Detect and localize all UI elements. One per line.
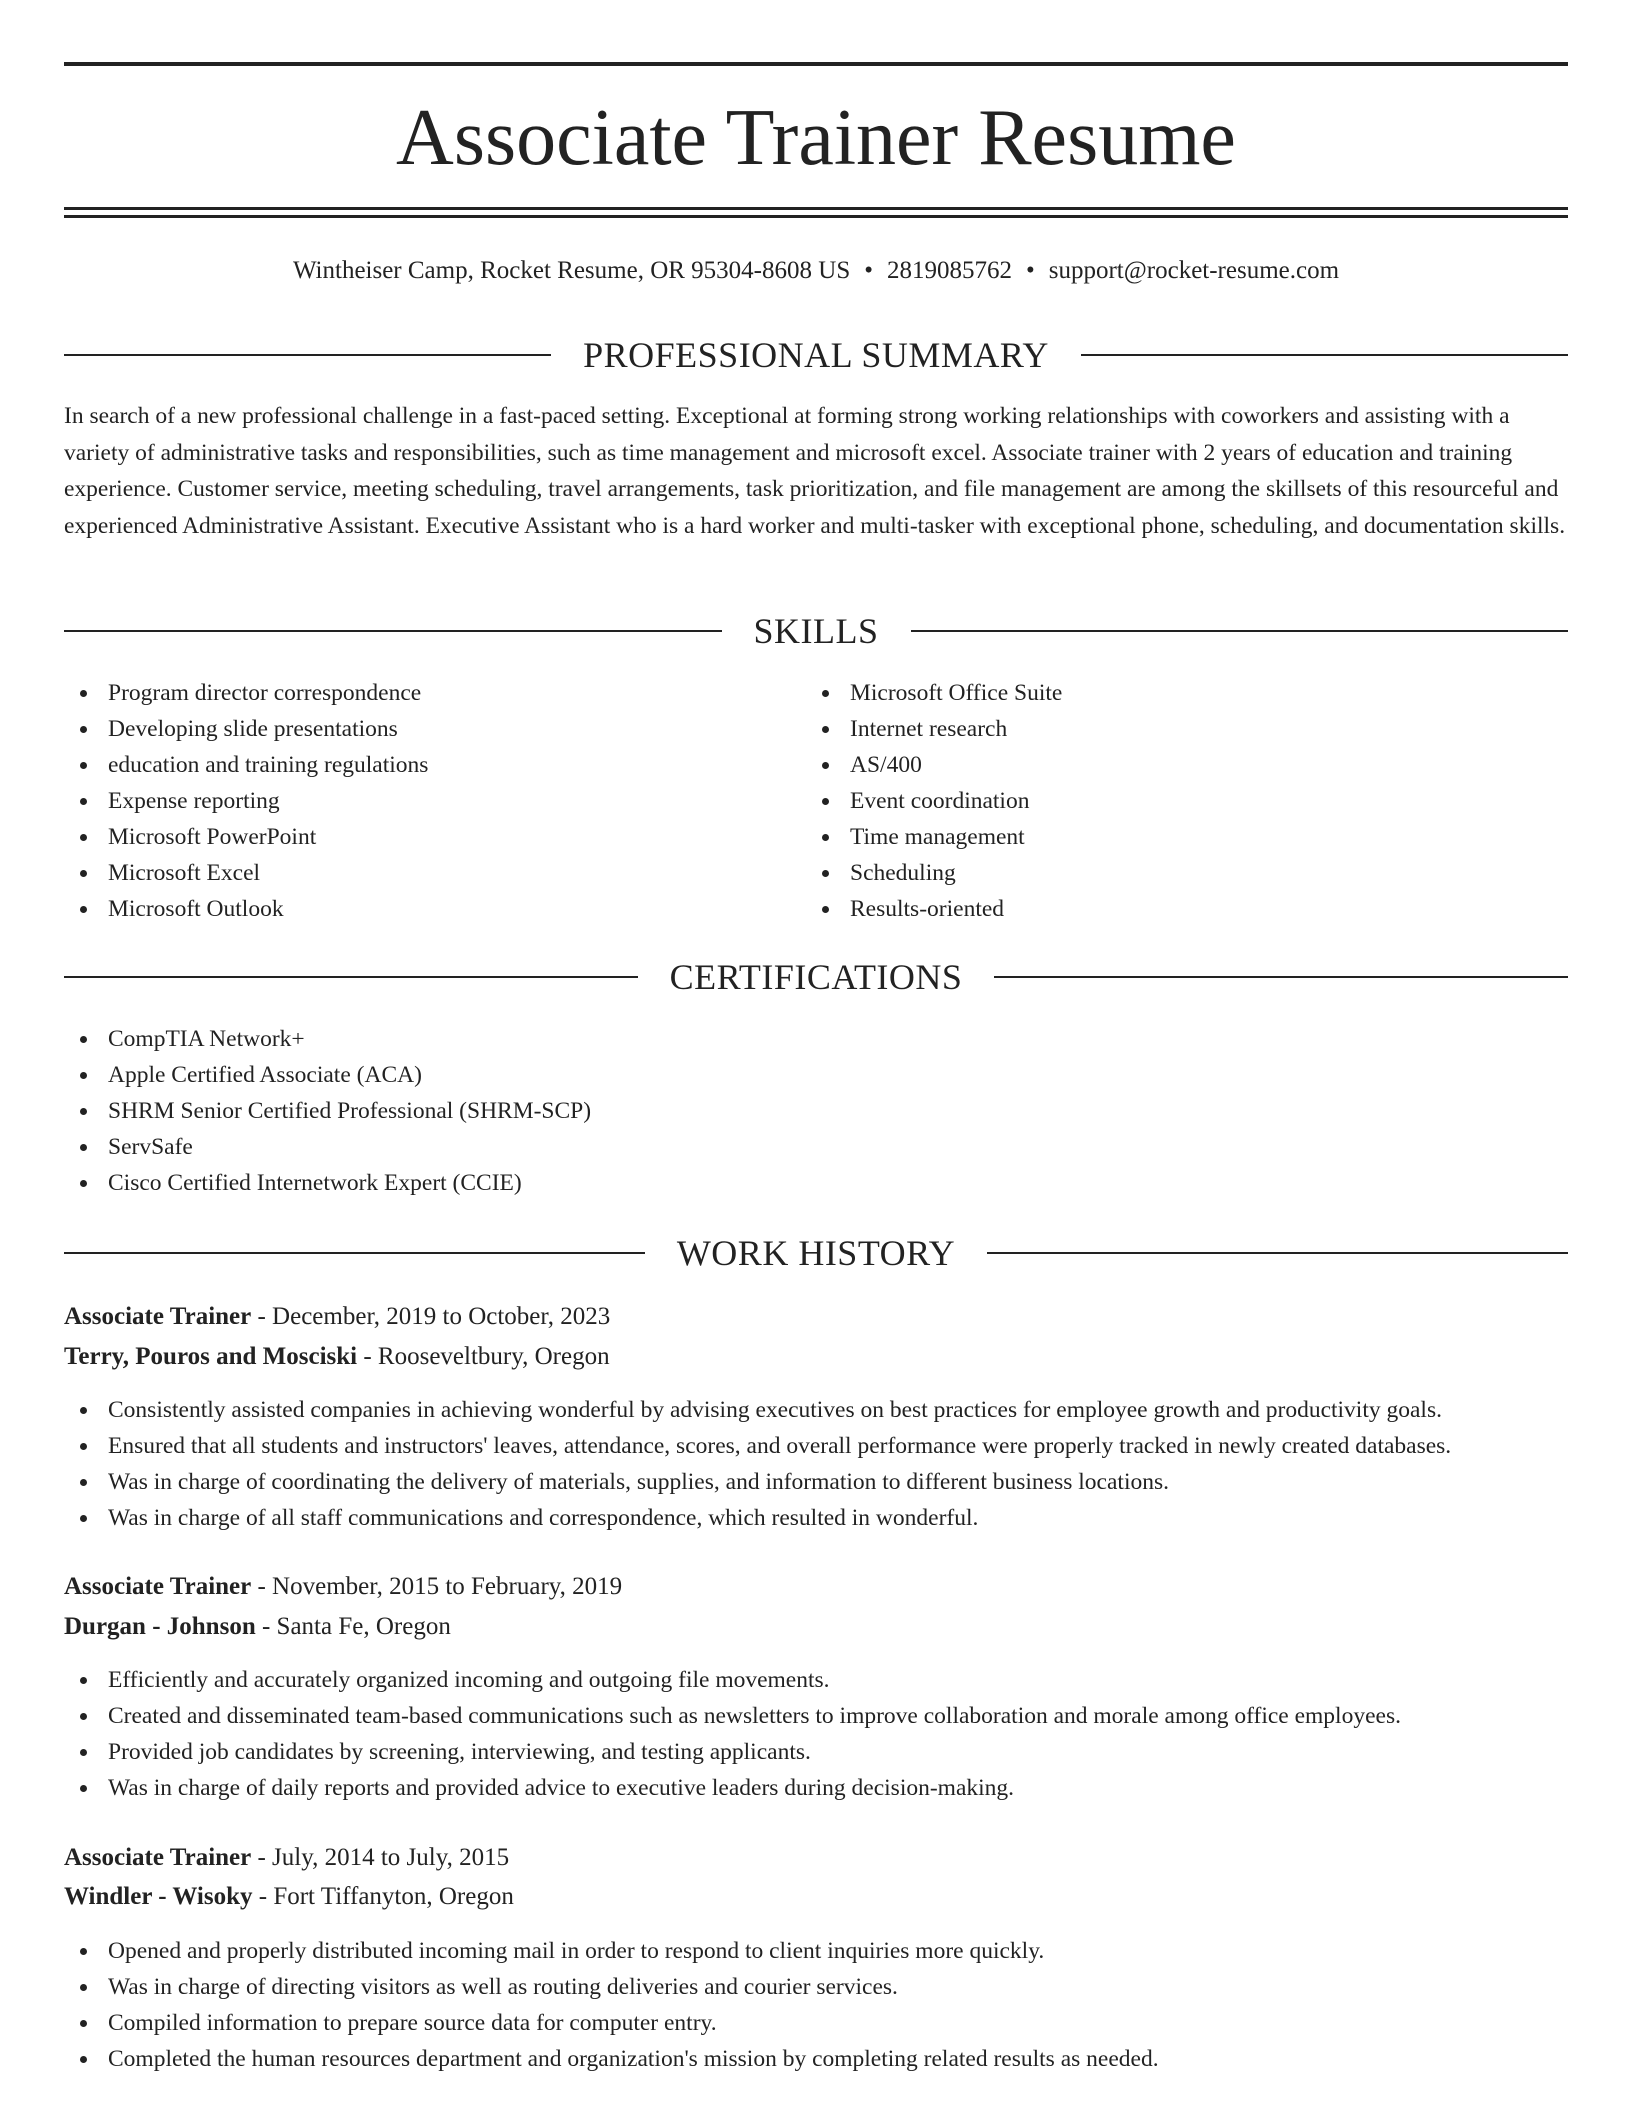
- summary-text: In search of a new professional challenge in a fast-paced setting. Exceptional at forming strong working relationships with coworkers and assisting with a variety of administrative tasks and responsibilities, such as time management and microsoft excel. Associate trainer with 2 years of education and training experience. Customer service, meeting scheduling, travel arrangements, task prioritization, and file management are among the skillsets of this resourceful and experienced Administrative Assistant. Executive Assistant who is a hard worker and multi-tasker with exceptional phone, scheduling, and documentation skills.: [64, 403, 1566, 539]
- certification-item: ServSafe: [64, 1129, 1568, 1165]
- skill-item: Results-oriented: [806, 891, 1546, 927]
- contact-separator: •: [1025, 257, 1035, 284]
- skills-list-right: [806, 675, 1546, 927]
- job-bullet: Created and disseminated team-based communications such as newsletters to improve collaboration and morale among office employees.: [64, 1698, 1568, 1734]
- contact-phone: 2819085762: [886, 257, 1012, 284]
- contact-line: [64, 254, 1568, 288]
- section-rule: [64, 1252, 645, 1254]
- job-bullet: Opened and properly distributed incoming mail in order to respond to client inquiries more quickly.: [64, 1933, 1568, 1969]
- job-bullets-block: [64, 1392, 1568, 1536]
- job-bullets-block: [64, 1662, 1568, 1806]
- job-bullets: [64, 1392, 1568, 1536]
- job-bullets: [64, 1662, 1568, 1806]
- job-dates: - December, 2019 to October, 2023: [251, 1303, 611, 1330]
- section-rule: [64, 976, 638, 978]
- job-bullet: Provided job candidates by screening, interviewing, and testing applicants.: [64, 1734, 1568, 1770]
- job-title-line: [64, 1840, 1568, 1876]
- resume-title: Associate Trainer Resume: [396, 94, 1236, 182]
- job-title-line: [64, 1569, 1568, 1605]
- job-title: Associate Trainer: [64, 1303, 252, 1330]
- job-title: Associate Trainer: [64, 1844, 252, 1871]
- skill-item: Developing slide presentations: [64, 711, 804, 747]
- job-company: Durgan - Johnson: [64, 1613, 256, 1640]
- section-header-summary: [64, 333, 1568, 377]
- job-bullet: Ensured that all students and instructors' leaves, attendance, scores, and overall performance were properly tracked in newly created databases.: [64, 1428, 1568, 1464]
- certification-item: SHRM Senior Certified Professional (SHRM-SCP): [64, 1093, 1568, 1129]
- job-dates: - July, 2014 to July, 2015: [251, 1844, 510, 1871]
- section-header-work-history: [64, 1231, 1568, 1275]
- job-location: - Rooseveltbury, Oregon: [357, 1343, 610, 1370]
- skills-column-right: [806, 675, 1546, 927]
- job-location: - Santa Fe, Oregon: [255, 1613, 451, 1640]
- section-rule: [1081, 354, 1568, 356]
- contact-email: support@rocket-resume.com: [1048, 257, 1340, 284]
- job-bullet: Completed the human resources department and organization's mission by completing related results as needed.: [64, 2041, 1568, 2077]
- skills-column-left: [64, 675, 804, 927]
- contact-separator: •: [864, 257, 873, 284]
- certification-item: Cisco Certified Internetwork Expert (CCIE): [64, 1165, 1568, 1201]
- section-rule: [987, 1252, 1568, 1254]
- section-rule: [994, 976, 1568, 978]
- section-header-certifications: [64, 955, 1568, 999]
- section-title-certifications: CERTIFICATIONS: [669, 957, 963, 997]
- skill-item: Microsoft Office Suite: [806, 675, 1546, 711]
- job-bullet: Was in charge of all staff communications and correspondence, which resulted in wonderful.: [64, 1500, 1568, 1536]
- skill-item: Microsoft PowerPoint: [64, 819, 804, 855]
- contact-address: Wintheiser Camp, Rocket Resume, OR 95304-8608 US: [292, 257, 851, 284]
- job-bullet: Was in charge of daily reports and provided advice to executive leaders during decision-making.: [64, 1770, 1568, 1806]
- skill-item: Time management: [806, 819, 1546, 855]
- certification-item: CompTIA Network+: [64, 1021, 1568, 1057]
- title-double-rule-upper: [64, 207, 1568, 210]
- job-company: Windler - Wisoky: [64, 1883, 253, 1910]
- section-rule: [911, 630, 1569, 632]
- job-bullet: Efficiently and accurately organized incoming and outgoing file movements.: [64, 1662, 1568, 1698]
- job-title: Associate Trainer: [64, 1573, 252, 1600]
- section-rule: [64, 354, 551, 356]
- certification-item: Apple Certified Associate (ACA): [64, 1057, 1568, 1093]
- skills-list-left: [64, 675, 804, 927]
- certifications-block: [64, 1021, 1568, 1201]
- job-company-line: [64, 1609, 1568, 1645]
- skill-item: AS/400: [806, 747, 1546, 783]
- job-bullet: Consistently assisted companies in achieving wonderful by advising executives on best practices for employee growth and productivity goals.: [64, 1392, 1568, 1428]
- job-title-line: [64, 1299, 1568, 1335]
- section-title-skills: SKILLS: [753, 611, 879, 651]
- skill-item: Event coordination: [806, 783, 1546, 819]
- section-header-skills: [64, 609, 1568, 653]
- job-dates: - November, 2015 to February, 2019: [251, 1573, 623, 1600]
- job-bullets-block: [64, 1933, 1568, 2077]
- skill-item: Program director correspondence: [64, 675, 804, 711]
- certifications-list: [64, 1021, 1568, 1201]
- skill-item: Internet research: [806, 711, 1546, 747]
- job-company-line: [64, 1339, 1568, 1375]
- skill-item: Microsoft Outlook: [64, 891, 804, 927]
- skill-item: Microsoft Excel: [64, 855, 804, 891]
- top-rule: [64, 62, 1568, 66]
- job-company-line: [64, 1879, 1568, 1915]
- section-title-summary: PROFESSIONAL SUMMARY: [583, 335, 1049, 375]
- job-bullet: Compiled information to prepare source data for computer entry.: [64, 2005, 1568, 2041]
- section-title-work-history: WORK HISTORY: [676, 1233, 956, 1273]
- job-bullets: [64, 1933, 1568, 2077]
- job-bullet: Was in charge of coordinating the delivery of materials, supplies, and information to different business locations.: [64, 1464, 1568, 1500]
- skill-item: Scheduling: [806, 855, 1546, 891]
- skill-item: Expense reporting: [64, 783, 804, 819]
- section-rule: [64, 630, 722, 632]
- skill-item: education and training regulations: [64, 747, 804, 783]
- title-double-rule-lower: [64, 215, 1568, 218]
- job-company: Terry, Pouros and Mosciski: [64, 1343, 358, 1370]
- job-location: - Fort Tiffanyton, Oregon: [252, 1883, 514, 1910]
- job-bullet: Was in charge of directing visitors as well as routing deliveries and courier services.: [64, 1969, 1568, 2005]
